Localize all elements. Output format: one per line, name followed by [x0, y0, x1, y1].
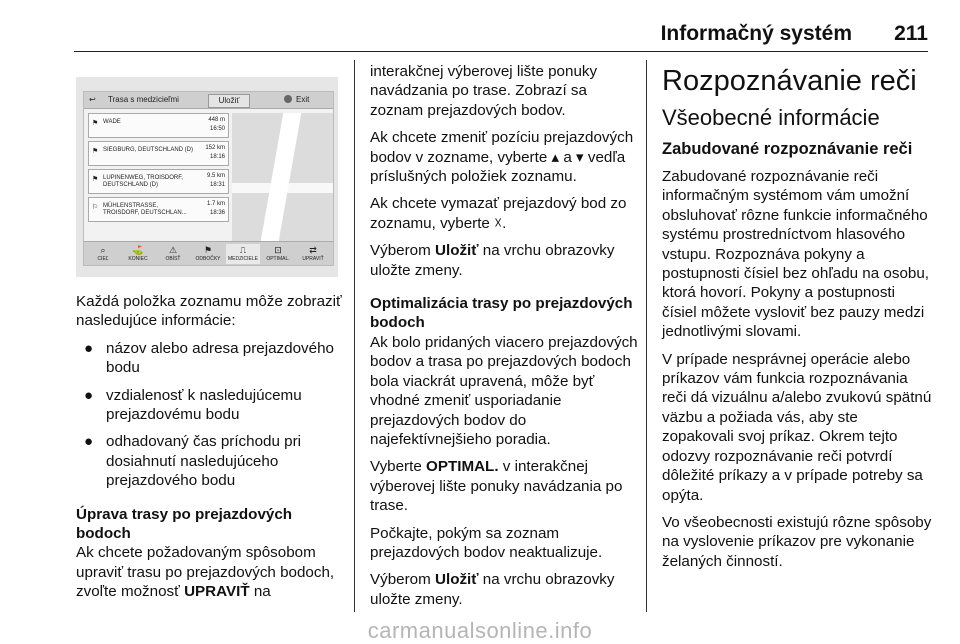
paragraph: V prípade nesprávnej operácie alebo príkazov vám funkcia rozpoznávania reči dá vizuálnu a/alebo zvukovú spätnú väzbu a požiada vás, aby ste zopakovali svoj príkaz. Okrem tejto odozvy rozpoznávanie reči potvrdí dôležité príkazy a v prípade potreby sa opýta.	[662, 350, 932, 504]
paragraph: Počkajte, pokým sa zoznam prejazdových bodov neaktualizuje.	[370, 524, 603, 561]
paragraph: Vo všeobecnosti existujú rôzne spôsoby na vyslovenie príkazov pre vykonanie želaných činností.	[662, 513, 932, 570]
toolbar-item-end	[121, 244, 155, 262]
edit-text: Ak chcete požadovaným spôsobom upraviť trasu po prejazdových bodoch, zvoľte možnosť	[76, 544, 335, 601]
exit-icon	[284, 95, 292, 103]
column-divider-2	[646, 60, 647, 612]
info-bullet-list	[76, 339, 342, 491]
screen	[83, 91, 334, 266]
save-term: Uložiť	[435, 571, 479, 589]
waypoint-distance: 1.7 km	[206, 201, 225, 207]
page-number: 211	[894, 22, 928, 45]
search-icon: ⌕	[100, 245, 106, 255]
waypoint-row	[88, 197, 229, 222]
toolbar-item-destination	[86, 244, 120, 262]
waypoint-icon: ⚐	[92, 204, 99, 211]
waypoint-row	[88, 169, 229, 194]
bullet-icon: ●	[84, 433, 94, 451]
waypoint-row	[88, 141, 229, 166]
text-span: Vyberte	[370, 458, 426, 476]
toolbar-label: CIEĽ	[97, 256, 109, 262]
paragraph: Ak chcete vymazať prejazdový bod zo zoznamu, vyberte ☓.	[370, 195, 627, 232]
bullet-text: vzdialenosť k nasledujúcemu prejazdovému bodu	[106, 386, 302, 424]
column-divider-1	[354, 60, 355, 612]
column-3	[662, 64, 932, 579]
paragraph: Zabudované rozpoznávanie reči informačným systémom vám umožní obsluhovať rôzne funkcie informačného systému prostredníctvom hlasového vstupu. Rozpoznáva pokyny a postupnosti čísiel bez ohľadu na osobu, ktorá hovorí. Pokyny a postupnosti čísiel môžete vysloviť bez pauzy medzi jednotlivými slovami.	[662, 168, 930, 341]
toolbar-item-waypoints	[226, 244, 260, 264]
paragraph	[370, 241, 638, 280]
save-button: Uložiť	[208, 94, 250, 108]
signpost-icon: ⚑	[203, 245, 213, 255]
heading-builtin-recognition: Zabudované rozpoznávanie reči	[662, 140, 913, 158]
waypoint-icon: ⚑	[92, 148, 99, 155]
toolbar-label: OBÍSŤ	[165, 256, 181, 262]
waypoint-distance: 448 m	[208, 117, 225, 123]
list-item	[76, 339, 342, 378]
waypoint-name: SIEGBURG, DEUTSCHLAND (D)	[103, 147, 194, 153]
heading-general-info: Všeobecné informácie	[662, 105, 880, 130]
text-span: Výberom	[370, 242, 435, 260]
column-1	[76, 292, 342, 610]
screen-title: Trasa s medzicieľmi	[108, 95, 179, 104]
text-span: na vrchu obrazovky uložte zmeny.	[370, 242, 615, 279]
waypoint-distance: 9.5 km	[206, 173, 225, 179]
map-road	[261, 113, 302, 241]
heading-speech-recognition: Rozpoznávanie reči	[662, 65, 917, 97]
text-span: Výberom	[370, 571, 435, 589]
list-item	[76, 386, 342, 425]
waypoint-time: 16:50	[209, 126, 225, 132]
back-icon: ↩	[89, 95, 96, 104]
paragraph	[370, 457, 638, 515]
subheading-optimize: Optimalizácia trasy po prejazdových bodoch	[370, 295, 633, 332]
waypoint-time: 18:31	[209, 182, 225, 188]
toolbar-item-edit	[296, 244, 330, 262]
map-view	[232, 113, 333, 241]
toolbar-label: MEDZICIELE	[227, 256, 258, 262]
navigation-screenshot	[76, 77, 338, 277]
bullet-icon: ●	[84, 339, 94, 357]
paragraph: Ak chcete zmeniť pozíciu prejazdových bodov v zozname, vyberte ▴ a ▾ vedľa príslušných položiek zoznamu.	[370, 129, 634, 186]
waypoints-icon: ⎍	[239, 245, 247, 255]
section-title: Informačný systém	[660, 22, 852, 45]
watermark: carmanualsonline.info	[367, 618, 593, 643]
waypoint-name: LUPINENWEG, TROISDORF, DEUTSCHLAND (D)	[103, 175, 183, 188]
edit-option: UPRAVIŤ	[184, 583, 250, 601]
list-item	[76, 432, 342, 490]
save-term: Uložiť	[435, 242, 479, 260]
paragraph: interakčnej výberovej lište ponuky navádzania po trase. Zobrazí sa zoznam prejazdových bodov.	[370, 63, 598, 119]
text-span: v interakčnej výberovej lište ponuky navádzania po trase.	[370, 458, 623, 515]
waypoint-name: WADE	[103, 119, 121, 125]
subheading-edit-route: Úprava trasy po prejazdových bodoch	[76, 505, 293, 543]
optimize-icon: ⊡	[274, 245, 282, 255]
waypoint-time: 18:16	[209, 154, 225, 160]
toolbar-label: OPTIMAL.	[266, 256, 290, 262]
waypoint-icon: ⚑	[92, 120, 99, 127]
waypoint-time: 18:36	[209, 210, 225, 216]
toolbar-label: ODBOČKY	[195, 256, 221, 262]
waypoint-icon: ⚑	[92, 176, 99, 183]
edit-route-icon: ⇄	[309, 245, 317, 255]
waypoint-row	[88, 113, 229, 138]
toolbar-label: UPRAVIŤ	[302, 256, 324, 262]
intro-text: Každá položka zoznamu môže zobraziť nasledujúce informácie:	[76, 293, 342, 330]
optimal-term: OPTIMAL.	[426, 458, 499, 476]
paragraph	[370, 570, 638, 609]
header-rule	[74, 51, 928, 52]
toolbar-item-avoid	[156, 244, 190, 262]
column-2	[370, 62, 638, 617]
edit-paragraph	[76, 543, 342, 601]
bullet-icon: ●	[84, 386, 94, 404]
edit-tail: na	[249, 583, 271, 601]
page-header	[0, 0, 960, 52]
toolbar-item-turns	[191, 244, 225, 262]
waypoint-distance: 152 km	[205, 145, 225, 151]
waypoint-name: MÜHLENSTRASSE, TROISDORF, DEUTSCHLAN...	[103, 203, 187, 216]
toolbar-item-optimal	[261, 244, 295, 262]
screen-top-bar	[84, 92, 333, 109]
route-toolbar	[84, 241, 333, 266]
exit-button	[284, 94, 328, 106]
bullet-text: názov alebo adresa prejazdového bodu	[106, 339, 334, 377]
warning-icon: ⚠	[168, 245, 178, 255]
waypoint-list	[88, 113, 229, 225]
toolbar-label: KONIEC	[128, 256, 148, 262]
flag-icon: ⛳	[132, 245, 144, 255]
bullet-text: odhadovaný čas príchodu pri dosiahnutí nasledujúceho prejazdového bodu	[106, 433, 302, 490]
paragraph: Ak bolo pridaných viacero prejazdových bodov a trasa po prejazdových bodoch bola viackrát upravená, môže byť vhodné zmeniť usporiadanie prejazdových bodov do najefektívnejšieho poradia.	[370, 333, 638, 448]
exit-label: Exit	[296, 95, 310, 104]
text-span: na vrchu obrazovky uložte zmeny.	[370, 571, 615, 608]
